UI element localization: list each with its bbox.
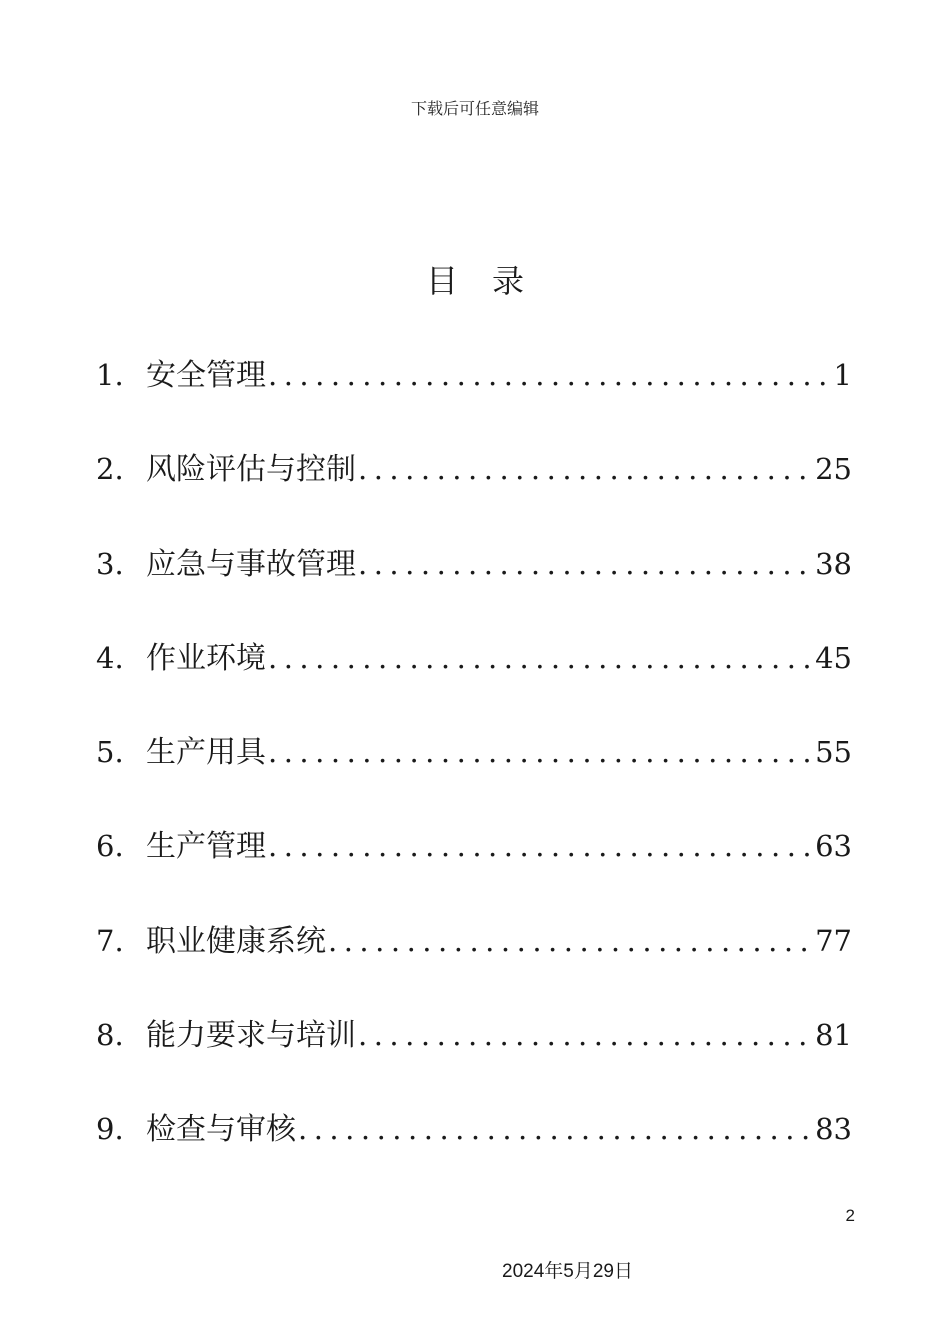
toc-leader-dots [358, 547, 811, 581]
toc-entry-title: 作业环境 [146, 640, 266, 676]
toc-entry-title: 能力要求与培训 [146, 1018, 356, 1054]
toc-leader-dots [298, 1112, 811, 1146]
toc-leader-dots [268, 735, 811, 769]
toc-entry-page: 55 [815, 735, 852, 770]
toc-leader-dots [328, 924, 811, 958]
toc-entry-title: 风险评估与控制 [146, 452, 356, 488]
toc-entry-page: 1 [833, 358, 852, 392]
toc-leader-dots [358, 452, 811, 486]
toc-list [96, 350, 852, 1199]
toc-leader-dots [268, 358, 830, 392]
toc-entry[interactable] [96, 821, 852, 915]
toc-entry-page: 45 [815, 640, 852, 675]
toc-entry[interactable] [96, 916, 852, 1010]
toc-entry-page: 63 [815, 829, 852, 864]
toc-entry[interactable] [96, 539, 852, 633]
toc-entry-title: 生产管理 [146, 829, 266, 865]
toc-entry-title: 检查与审核 [146, 1112, 296, 1148]
toc-leader-dots [268, 829, 811, 863]
footer-date: 2024年5月29日 [502, 1261, 633, 1282]
toc-entry-number: 2. [96, 452, 124, 487]
toc-title: 目录 [425, 262, 558, 300]
toc-entry[interactable] [96, 1010, 852, 1104]
toc-entry-number: 8. [96, 1018, 124, 1053]
toc-entry-number: 3. [96, 546, 124, 581]
toc-entry[interactable] [96, 444, 852, 538]
toc-entry-number: 9. [96, 1112, 124, 1147]
toc-entry-page: 81 [815, 1018, 852, 1053]
toc-entry-title: 安全管理 [146, 358, 266, 393]
toc-entry-number: 4. [96, 640, 124, 675]
toc-leader-dots [268, 641, 811, 675]
toc-leader-dots [358, 1018, 811, 1052]
toc-entry-page: 25 [815, 452, 852, 487]
toc-entry-number: 7. [96, 923, 124, 958]
toc-entry-title: 职业健康系统 [146, 923, 326, 959]
toc-entry-number: 5. [96, 735, 124, 770]
toc-entry[interactable] [96, 727, 852, 821]
toc-entry-title: 应急与事故管理 [146, 546, 356, 582]
toc-entry[interactable] [96, 350, 852, 444]
toc-entry-page: 38 [815, 546, 852, 581]
header-note: 下载后可任意编辑 [410, 99, 539, 118]
toc-entry[interactable] [96, 633, 852, 727]
toc-entry-title: 生产用具 [146, 735, 266, 771]
page-number: 2 [845, 1206, 855, 1225]
toc-entry[interactable] [96, 1104, 852, 1198]
toc-entry-page: 77 [815, 923, 852, 958]
toc-entry-number: 1. [96, 358, 124, 392]
toc-entry-number: 6. [96, 829, 124, 864]
toc-entry-page: 83 [815, 1112, 852, 1147]
